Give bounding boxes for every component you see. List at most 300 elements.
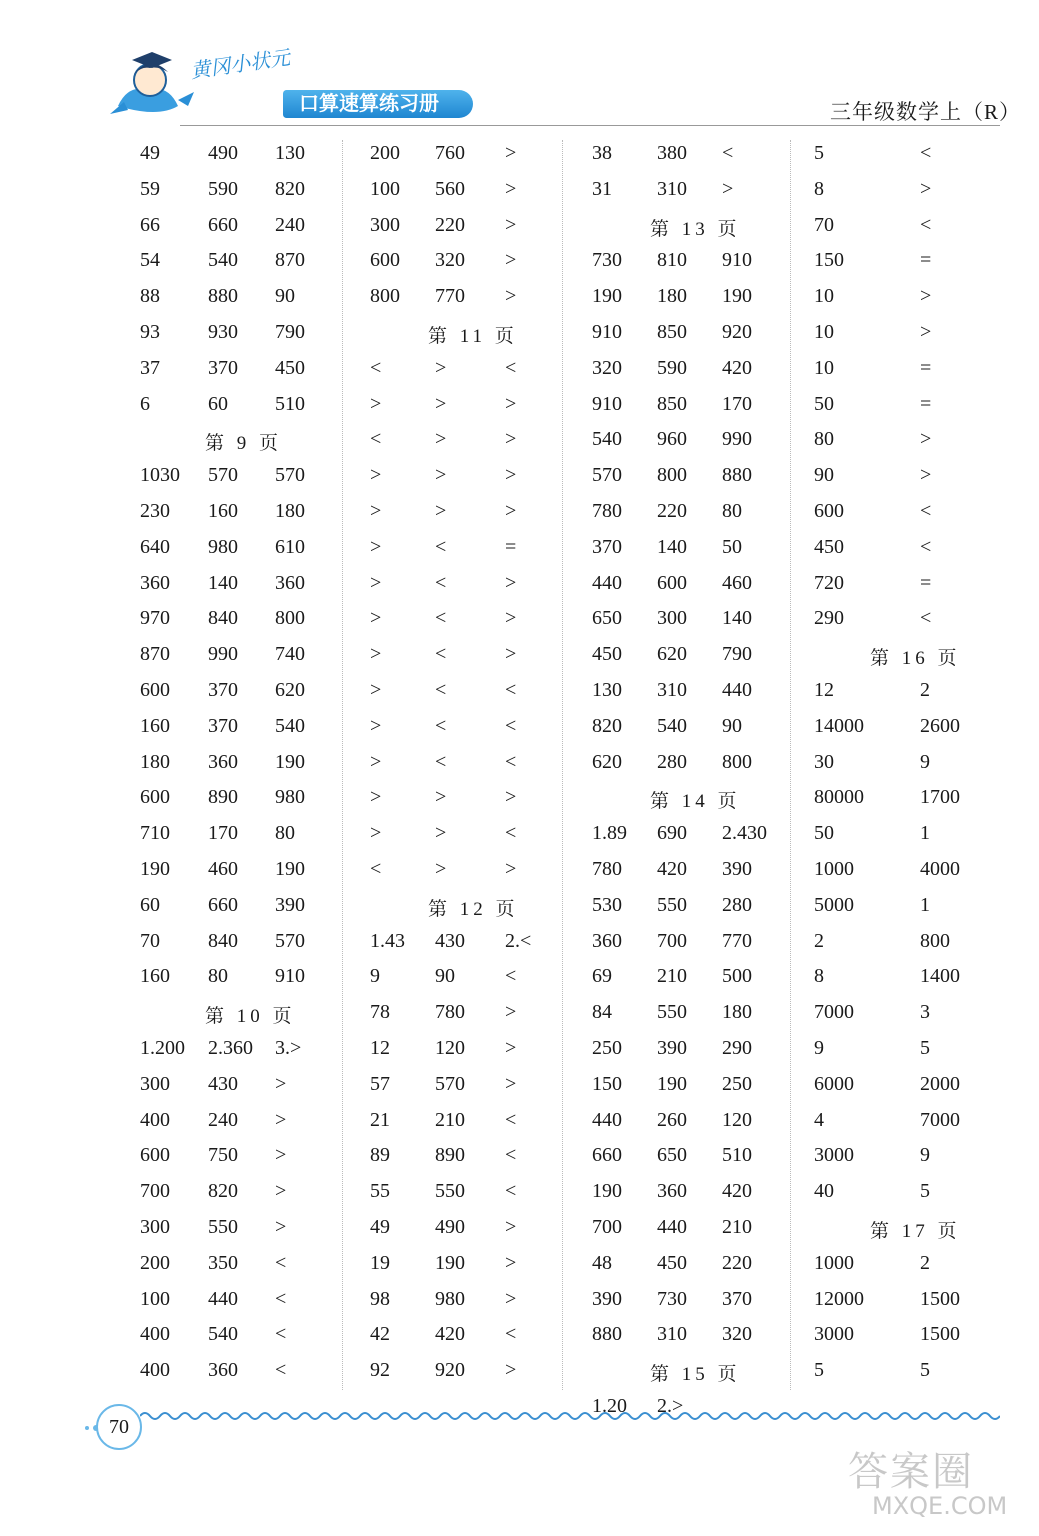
- answer-cell: =: [920, 249, 932, 271]
- section-title: 第 10 页: [205, 1006, 296, 1027]
- answer-cell: 910: [722, 249, 752, 271]
- answer-cell: <: [370, 357, 382, 379]
- answer-cell: 560: [435, 178, 465, 200]
- answer-cell: 290: [814, 607, 844, 629]
- answer-cell: 8: [814, 178, 824, 200]
- answer-cell: 80: [275, 822, 295, 844]
- answer-cell: <: [505, 1323, 517, 1345]
- answer-cell: 50: [814, 822, 834, 844]
- answer-cell: 120: [435, 1037, 465, 1059]
- answer-cell: 810: [657, 249, 687, 271]
- answer-cell: 370: [208, 357, 238, 379]
- answer-cell: 84: [592, 1001, 612, 1023]
- answer-cell: 320: [722, 1323, 752, 1345]
- answer-cell: 49: [140, 142, 160, 164]
- answer-cell: 88: [140, 285, 160, 307]
- answer-cell: 42: [370, 1323, 390, 1345]
- answer-cell: 390: [722, 858, 752, 880]
- answer-cell: 150: [814, 249, 844, 271]
- answer-cell: 5000: [814, 894, 854, 916]
- answer-cell: >: [505, 1073, 517, 1095]
- answer-cell: >: [370, 393, 382, 415]
- answer-cell: >: [505, 572, 517, 594]
- answer-cell: 360: [275, 572, 305, 594]
- answer-cell: 1030: [140, 464, 180, 486]
- answer-cell: >: [920, 464, 932, 486]
- answer-cell: 600: [370, 249, 400, 271]
- answer-cell: 320: [435, 249, 465, 271]
- answer-cell: 820: [208, 1180, 238, 1202]
- answer-cell: 5: [814, 1359, 824, 1381]
- answer-cell: <: [505, 965, 517, 987]
- answer-cell: 2: [920, 679, 930, 701]
- answer-cell: <: [435, 715, 447, 737]
- answer-cell: 920: [722, 321, 752, 343]
- answer-cell: 7000: [920, 1109, 960, 1131]
- answer-cell: >: [435, 858, 447, 880]
- answer-cell: 93: [140, 321, 160, 343]
- answer-cell: 9: [370, 965, 380, 987]
- answer-cell: 570: [435, 1073, 465, 1095]
- answer-cell: <: [505, 357, 517, 379]
- answer-cell: 780: [435, 1001, 465, 1023]
- answer-cell: 2: [920, 1252, 930, 1274]
- answer-cell: 350: [208, 1252, 238, 1274]
- answer-cell: 49: [370, 1216, 390, 1238]
- answer-cell: >: [505, 285, 517, 307]
- answer-cell: =: [920, 572, 932, 594]
- answer-cell: =: [920, 357, 932, 379]
- answer-cell: >: [505, 214, 517, 236]
- answer-cell: <: [370, 858, 382, 880]
- answer-cell: 420: [722, 1180, 752, 1202]
- answer-cell: <: [435, 607, 447, 629]
- answer-cell: 990: [208, 643, 238, 665]
- answer-cell: 530: [592, 894, 622, 916]
- answer-cell: 390: [275, 894, 305, 916]
- answer-cell: 190: [140, 858, 170, 880]
- answer-cell: >: [505, 1252, 517, 1274]
- answer-cell: 1.20: [592, 1395, 627, 1417]
- answer-cell: 66: [140, 214, 160, 236]
- answer-cell: 490: [208, 142, 238, 164]
- section-title: 第 16 页: [870, 648, 961, 669]
- answer-cell: 660: [208, 214, 238, 236]
- answer-cell: 12000: [814, 1288, 864, 1310]
- answer-cell: 840: [208, 930, 238, 952]
- answer-cell: >: [370, 751, 382, 773]
- answer-cell: >: [435, 428, 447, 450]
- answer-cell: 440: [208, 1288, 238, 1310]
- answer-cell: 70: [814, 214, 834, 236]
- answer-cell: 780: [592, 500, 622, 522]
- answer-cell: 10: [814, 321, 834, 343]
- answer-cell: 1500: [920, 1288, 960, 1310]
- answer-cell: 2.<: [505, 930, 532, 952]
- wave-divider: [140, 1408, 1000, 1424]
- answer-cell: 90: [722, 715, 742, 737]
- answer-cell: >: [370, 500, 382, 522]
- answer-cell: 190: [275, 858, 305, 880]
- answer-cell: 710: [140, 822, 170, 844]
- answer-cell: 5: [920, 1037, 930, 1059]
- answer-cell: 360: [140, 572, 170, 594]
- answer-cell: <: [920, 500, 932, 522]
- answer-cell: >: [505, 464, 517, 486]
- answer-cell: 80: [722, 500, 742, 522]
- answer-cell: 750: [208, 1144, 238, 1166]
- answer-cell: 190: [275, 751, 305, 773]
- answer-cell: 210: [657, 965, 687, 987]
- answer-cell: 930: [208, 321, 238, 343]
- answer-cell: <: [920, 214, 932, 236]
- answer-cell: <: [505, 715, 517, 737]
- answer-cell: 89: [370, 1144, 390, 1166]
- answer-cell: 5: [920, 1180, 930, 1202]
- answer-cell: <: [505, 822, 517, 844]
- answer-cell: 1.89: [592, 822, 627, 844]
- answer-cell: 190: [722, 285, 752, 307]
- answer-cell: >: [505, 1037, 517, 1059]
- answer-cell: 910: [592, 393, 622, 415]
- answer-cell: 1.43: [370, 930, 405, 952]
- answer-cell: 21: [370, 1109, 390, 1131]
- answer-cell: 170: [208, 822, 238, 844]
- answer-cell: 140: [722, 607, 752, 629]
- answer-cell: 54: [140, 249, 160, 271]
- answer-cell: >: [505, 142, 517, 164]
- answer-cell: 310: [657, 178, 687, 200]
- answer-cell: 980: [275, 786, 305, 808]
- answer-cell: 3.>: [275, 1037, 302, 1059]
- answer-cell: 550: [657, 894, 687, 916]
- column-divider: [790, 140, 791, 1390]
- answer-cell: =: [920, 393, 932, 415]
- answer-cell: 460: [208, 858, 238, 880]
- answer-cell: >: [505, 393, 517, 415]
- answer-cell: 700: [140, 1180, 170, 1202]
- answer-cell: 600: [140, 1144, 170, 1166]
- answer-cell: 730: [592, 249, 622, 271]
- answer-cell: 590: [657, 357, 687, 379]
- answer-cell: 730: [657, 1288, 687, 1310]
- answer-cell: 360: [657, 1180, 687, 1202]
- answer-cell: 600: [140, 679, 170, 701]
- answer-cell: 190: [657, 1073, 687, 1095]
- answer-cell: 570: [275, 464, 305, 486]
- answer-cell: 370: [592, 536, 622, 558]
- answer-cell: 400: [140, 1109, 170, 1131]
- answer-cell: 250: [722, 1073, 752, 1095]
- answer-cell: 660: [592, 1144, 622, 1166]
- answer-cell: 70: [140, 930, 160, 952]
- answer-cell: 600: [140, 786, 170, 808]
- section-title: 第 12 页: [428, 899, 519, 920]
- answer-cell: 450: [657, 1252, 687, 1274]
- section-title: 第 9 页: [205, 433, 283, 454]
- answer-cell: >: [275, 1109, 287, 1131]
- answer-cell: 7000: [814, 1001, 854, 1023]
- answer-cell: 60: [208, 393, 228, 415]
- answer-cell: >: [435, 786, 447, 808]
- answer-cell: 1400: [920, 965, 960, 987]
- answer-cell: 440: [657, 1216, 687, 1238]
- answer-cell: 280: [657, 751, 687, 773]
- answer-cell: 360: [208, 751, 238, 773]
- answer-cell: 790: [275, 321, 305, 343]
- series-title: 口算速算练习册: [283, 90, 473, 118]
- answer-cell: >: [275, 1144, 287, 1166]
- answer-cell: 160: [140, 715, 170, 737]
- answer-cell: 9: [920, 1144, 930, 1166]
- answer-cell: <: [505, 751, 517, 773]
- answer-cell: 760: [435, 142, 465, 164]
- answer-cell: 800: [722, 751, 752, 773]
- answer-cell: 4000: [920, 858, 960, 880]
- answer-cell: 850: [657, 321, 687, 343]
- answer-cell: 130: [592, 679, 622, 701]
- answer-cell: 600: [657, 572, 687, 594]
- answer-cell: 6: [140, 393, 150, 415]
- page-number: 70: [96, 1404, 142, 1450]
- answer-cell: 80: [208, 965, 228, 987]
- answer-cell: 1700: [920, 786, 960, 808]
- answer-cell: 550: [657, 1001, 687, 1023]
- answer-cell: <: [275, 1323, 287, 1345]
- answer-cell: 8: [814, 965, 824, 987]
- answer-cell: 55: [370, 1180, 390, 1202]
- answer-cell: 890: [208, 786, 238, 808]
- answer-cell: 200: [370, 142, 400, 164]
- answer-cell: 490: [435, 1216, 465, 1238]
- answer-cell: 220: [722, 1252, 752, 1274]
- answer-cell: 14000: [814, 715, 864, 737]
- answer-cell: >: [370, 786, 382, 808]
- answer-cell: 870: [275, 249, 305, 271]
- answer-cell: 4: [814, 1109, 824, 1131]
- answer-cell: 170: [722, 393, 752, 415]
- answer-cell: 820: [592, 715, 622, 737]
- answer-cell: 780: [592, 858, 622, 880]
- answer-cell: 990: [722, 428, 752, 450]
- answer-cell: 60: [140, 894, 160, 916]
- answer-cell: >: [370, 715, 382, 737]
- answer-cell: 800: [657, 464, 687, 486]
- answer-cell: 800: [275, 607, 305, 629]
- answer-cell: <: [920, 607, 932, 629]
- answer-cell: 90: [814, 464, 834, 486]
- answer-cell: 320: [592, 357, 622, 379]
- answer-cell: 3000: [814, 1144, 854, 1166]
- answer-cell: 820: [275, 178, 305, 200]
- answer-cell: 720: [814, 572, 844, 594]
- answer-cell: >: [435, 393, 447, 415]
- watermark-url: MXQE.COM: [872, 1492, 1008, 1520]
- answer-cell: >: [275, 1073, 287, 1095]
- answer-cell: 450: [275, 357, 305, 379]
- answer-cell: <: [505, 679, 517, 701]
- answer-cell: <: [722, 142, 734, 164]
- answer-cell: >: [275, 1216, 287, 1238]
- answer-cell: 50: [814, 393, 834, 415]
- answer-cell: 390: [592, 1288, 622, 1310]
- answer-cell: 450: [592, 643, 622, 665]
- header-rule: [180, 125, 1000, 126]
- answer-cell: 90: [435, 965, 455, 987]
- answer-cell: 140: [208, 572, 238, 594]
- answer-cell: 960: [657, 428, 687, 450]
- answer-cell: 570: [275, 930, 305, 952]
- answer-cell: 90: [275, 285, 295, 307]
- answer-cell: 370: [722, 1288, 752, 1310]
- answer-cell: 590: [208, 178, 238, 200]
- answer-cell: 790: [722, 643, 752, 665]
- answer-cell: 600: [814, 500, 844, 522]
- answer-cell: 700: [592, 1216, 622, 1238]
- answer-cell: >: [370, 822, 382, 844]
- answer-cell: >: [920, 285, 932, 307]
- answer-cell: 770: [435, 285, 465, 307]
- answer-cell: >: [505, 1001, 517, 1023]
- answer-cell: 6000: [814, 1073, 854, 1095]
- answer-cell: >: [435, 357, 447, 379]
- answer-cell: 390: [657, 1037, 687, 1059]
- answer-cell: >: [505, 607, 517, 629]
- answer-cell: >: [505, 428, 517, 450]
- answer-cell: >: [370, 572, 382, 594]
- answer-cell: 57: [370, 1073, 390, 1095]
- answer-cell: 360: [592, 930, 622, 952]
- answer-cell: 140: [657, 536, 687, 558]
- answer-cell: >: [505, 858, 517, 880]
- answer-cell: 19: [370, 1252, 390, 1274]
- answer-cell: 700: [657, 930, 687, 952]
- answer-cell: 420: [435, 1323, 465, 1345]
- section-title: 第 17 页: [870, 1221, 961, 1242]
- answer-cell: >: [435, 500, 447, 522]
- answer-cell: >: [505, 500, 517, 522]
- answer-cell: 220: [435, 214, 465, 236]
- answer-cell: 180: [722, 1001, 752, 1023]
- answer-cell: <: [435, 751, 447, 773]
- section-title: 第 14 页: [650, 791, 741, 812]
- answer-cell: <: [275, 1288, 287, 1310]
- answer-cell: 180: [657, 285, 687, 307]
- answer-cell: 260: [657, 1109, 687, 1131]
- column-divider: [562, 140, 563, 1390]
- answer-cell: 92: [370, 1359, 390, 1381]
- section-title: 第 13 页: [650, 219, 741, 240]
- answer-cell: 37: [140, 357, 160, 379]
- answer-cell: 9: [920, 751, 930, 773]
- answer-cell: 2000: [920, 1073, 960, 1095]
- answer-cell: 370: [208, 715, 238, 737]
- answer-cell: >: [505, 1288, 517, 1310]
- answer-cell: 620: [275, 679, 305, 701]
- answer-cell: 190: [435, 1252, 465, 1274]
- answer-cell: <: [505, 1180, 517, 1202]
- answer-cell: 100: [140, 1288, 170, 1310]
- answer-cell: 10: [814, 357, 834, 379]
- answer-cell: 200: [140, 1252, 170, 1274]
- answer-cell: 69: [592, 965, 612, 987]
- answer-cell: 540: [208, 249, 238, 271]
- answer-cell: 78: [370, 1001, 390, 1023]
- answer-cell: 1500: [920, 1323, 960, 1345]
- answer-cell: 220: [657, 500, 687, 522]
- answer-cell: >: [370, 679, 382, 701]
- answer-cell: 620: [657, 643, 687, 665]
- answer-cell: 80000: [814, 786, 864, 808]
- answer-cell: 440: [592, 572, 622, 594]
- answer-cell: 280: [722, 894, 752, 916]
- answer-cell: >: [505, 643, 517, 665]
- answer-cell: <: [370, 428, 382, 450]
- answer-cell: >: [505, 786, 517, 808]
- answer-cell: <: [505, 1109, 517, 1131]
- answer-cell: 290: [722, 1037, 752, 1059]
- answer-cell: 970: [140, 607, 170, 629]
- answer-cell: 1: [920, 822, 930, 844]
- answer-cell: >: [505, 249, 517, 271]
- answer-cell: 190: [592, 285, 622, 307]
- answer-cell: 870: [140, 643, 170, 665]
- answer-cell: 420: [722, 357, 752, 379]
- answer-cell: <: [435, 572, 447, 594]
- answer-cell: 540: [657, 715, 687, 737]
- answer-cell: 2.>: [657, 1395, 684, 1417]
- answer-cell: 770: [722, 930, 752, 952]
- answer-cell: 160: [208, 500, 238, 522]
- brand-name: 黄冈小状元: [189, 47, 292, 83]
- answer-cell: 1000: [814, 1252, 854, 1274]
- answer-cell: 840: [208, 607, 238, 629]
- answer-cell: 3000: [814, 1323, 854, 1345]
- answer-cell: 650: [657, 1144, 687, 1166]
- answer-cell: 540: [208, 1323, 238, 1345]
- answer-cell: 2.430: [722, 822, 767, 844]
- answer-cell: 980: [435, 1288, 465, 1310]
- answer-cell: 880: [592, 1323, 622, 1345]
- answer-cell: 440: [592, 1109, 622, 1131]
- answer-cell: 38: [592, 142, 612, 164]
- answer-cell: 3: [920, 1001, 930, 1023]
- answer-cell: 370: [208, 679, 238, 701]
- answer-cell: 620: [592, 751, 622, 773]
- answer-cell: <: [435, 679, 447, 701]
- answer-cell: 420: [657, 858, 687, 880]
- answer-cell: 440: [722, 679, 752, 701]
- answer-cell: 310: [657, 679, 687, 701]
- answer-cell: >: [370, 536, 382, 558]
- answer-cell: 800: [920, 930, 950, 952]
- answer-cell: 160: [140, 965, 170, 987]
- answer-cell: >: [920, 321, 932, 343]
- answer-cell: 98: [370, 1288, 390, 1310]
- column-divider: [342, 140, 343, 1390]
- answer-cell: 690: [657, 822, 687, 844]
- answer-cell: >: [722, 178, 734, 200]
- answer-cell: 540: [592, 428, 622, 450]
- answer-cell: 5: [814, 142, 824, 164]
- answer-cell: 400: [140, 1323, 170, 1345]
- answer-cell: 180: [140, 751, 170, 773]
- logo: [108, 44, 478, 126]
- answer-cell: 380: [657, 142, 687, 164]
- answer-cell: 800: [370, 285, 400, 307]
- answer-cell: 850: [657, 393, 687, 415]
- answer-cell: 210: [722, 1216, 752, 1238]
